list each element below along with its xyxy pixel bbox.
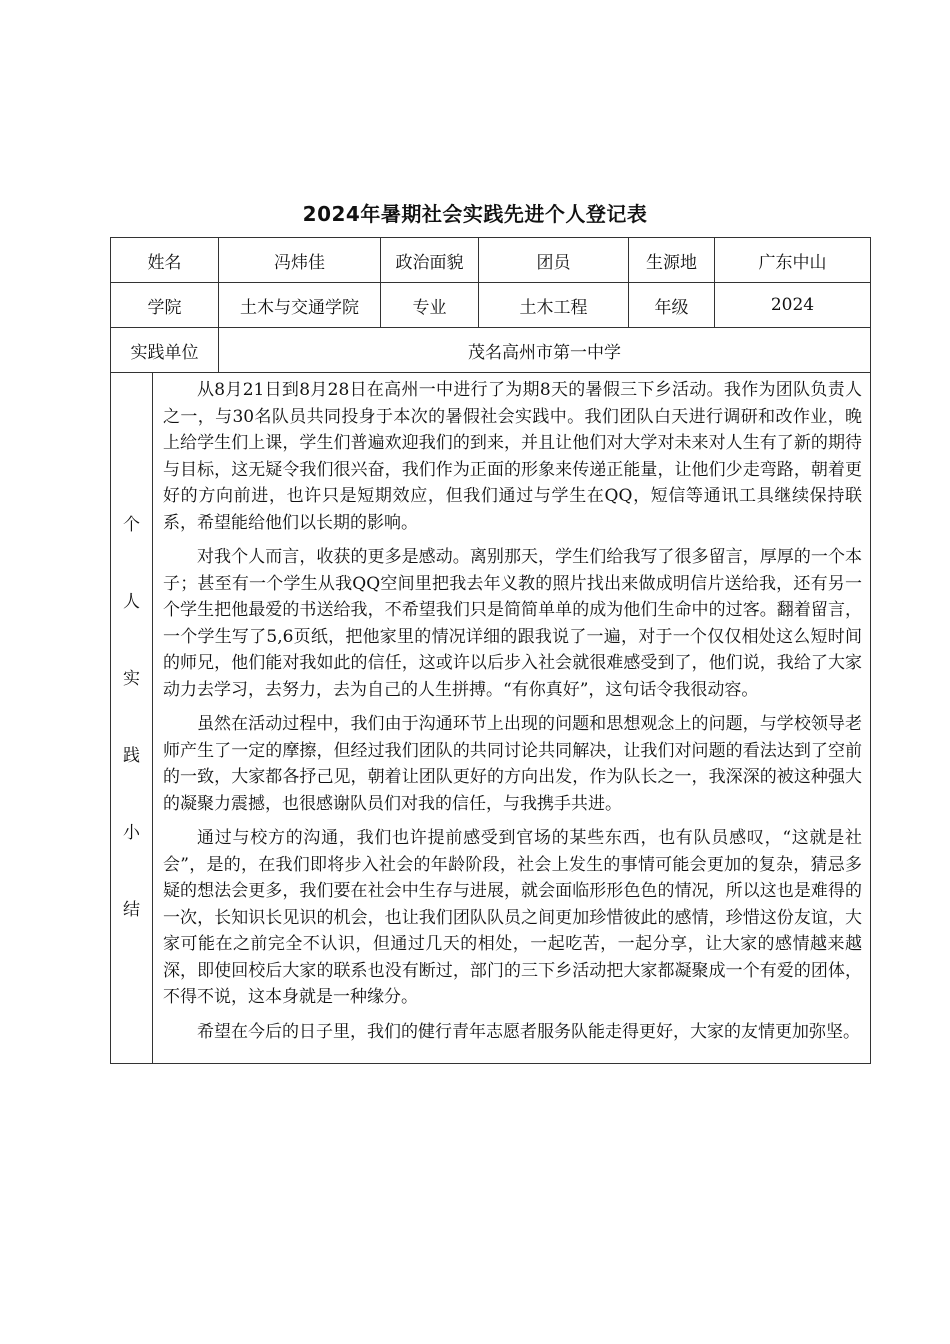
registration-form — [110, 237, 871, 1064]
name-value: 冯炜佳 — [219, 238, 381, 283]
summary-paragraph: 希望在今后的日子里，我们的健行青年志愿者服务队能走得更好，大家的友情更加弥坚。 — [197, 1021, 860, 1042]
summary-paragraph: 通过与校方的沟通，我们也许提前感受到官场的某些东西，也有队员感叹，“这就是社会”，是的，在我们即将步入社会的年龄阶段，社会上发生的事情可能会更加的复杂，猜忌多疑的想法会更多，我们要在社会中生存与进展，就会面临形形色色的情况，所以这也是难得的一次，长知识长见识的机会，也让我们团队队员之间更加珍惜彼此的感情，珍惜这份友谊，大家可能在之前完全不认识，但通过几天的相处，一起吃苦，一起分享，让大家的感情越来越深，即使回校后大家的联系也没有断过，部门的三下乡活动把大家都凝聚成一个有爱的团体，不得不说，这本身就是一种缘分。 — [163, 828, 862, 1007]
summary-label — [111, 373, 153, 1064]
summary-paragraph: 从8月21日到8月28日在高州一中进行了为期8天的暑假三下乡活动。我作为团队负责人之一，与30名队员共同投身于本次的暑假社会实践中。我们团队白天进行调研和改作业，晚上给学生们上课，学生们普遍欢迎我们的到来，并且让他们对大学对未来对人生有了新的期待与目标，这无疑令我们很兴奋，我们作为正面的形象来传递正能量，让他们少走弯路，朝着更好的方向前进，也许只是短期效应，但我们通过与学生在QQ，短信等通讯工具继续保持联系，希望能给他们以长期的影响。 — [163, 380, 862, 533]
origin-value: 广东中山 — [715, 238, 871, 283]
college-value: 土木与交通学院 — [219, 283, 381, 328]
page-title: 2024年暑期社会实践先进个人登记表 — [302, 202, 648, 226]
form-row-summary — [111, 373, 871, 1064]
summary-label-char: 践 — [123, 746, 140, 766]
summary-label-char: 人 — [123, 592, 140, 612]
origin-label: 生源地 — [629, 238, 715, 283]
form-row-unit — [111, 328, 871, 373]
form-row-study — [111, 283, 871, 328]
grade-label: 年级 — [629, 283, 715, 328]
politics-value: 团员 — [479, 238, 629, 283]
name-label: 姓名 — [111, 238, 219, 283]
summary-label-char: 个 — [123, 515, 140, 535]
major-value: 土木工程 — [479, 283, 629, 328]
major-label: 专业 — [381, 283, 479, 328]
grade-value: 2024 — [715, 283, 871, 328]
unit-label: 实践单位 — [111, 328, 219, 373]
summary-content — [153, 373, 871, 1064]
summary-label-char: 实 — [123, 669, 140, 689]
form-row-basic — [111, 238, 871, 283]
politics-label: 政治面貌 — [381, 238, 479, 283]
unit-value: 茂名高州市第一中学 — [219, 328, 871, 373]
summary-label-char: 结 — [123, 900, 140, 920]
summary-paragraph: 虽然在活动过程中，我们由于沟通环节上出现的问题和思想观念上的问题，与学校领导老师产生了一定的摩擦，但经过我们团队的共同讨论共同解决，让我们对问题的看法达到了空前的一致，大家都各抒己见，朝着让团队更好的方向出发，作为队长之一，我深深的被这种强大的凝聚力震撼，也很感谢队员们对我的信任，与我携手共进。 — [163, 714, 862, 814]
college-label: 学院 — [111, 283, 219, 328]
summary-paragraph: 对我个人而言，收获的更多是感动。离别那天，学生们给我写了很多留言，厚厚的一个本子；甚至有一个学生从我QQ空间里把我去年义教的照片找出来做成明信片送给我，还有另一个学生把他最爱的书送给我，不希望我们只是简简单单的成为他们生命中的过客。翻着留言，一个学生写了5,6页纸，把他家里的情况详细的跟我说了一遍，对于一个仅仅相处这么短时间的师兄，他们能对我如此的信任，这或许以后步入社会就很难感受到了，他们说，我给了大家动力去学习，去努力，去为自己的人生拼搏。“有你真好”，这句话令我很动容。 — [163, 547, 862, 700]
summary-label-char: 小 — [123, 823, 140, 843]
